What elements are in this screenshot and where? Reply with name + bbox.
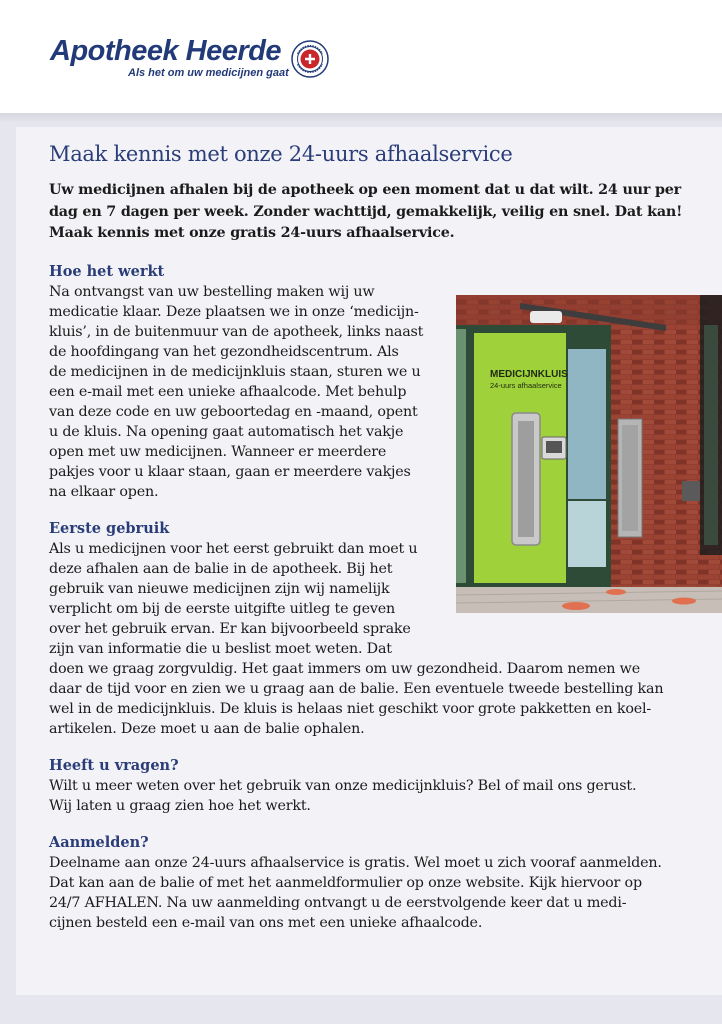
- service-apotheek-seal-icon: [291, 40, 329, 78]
- text-line: deze afhalen aan de balie in de apotheek. Bij het: [49, 560, 393, 577]
- section-heading: Aanmelden?: [49, 833, 149, 851]
- text-line: na elkaar open.: [49, 483, 159, 500]
- text-line: doen we graag zorgvuldig. Het gaat immers om uw gezondheid. Daarom nemen we: [49, 660, 640, 677]
- text-line: 24/7 AFHALEN. Na uw aanmelding ontvangt u de eerstvolgende keer dat u medi-: [49, 894, 627, 911]
- section-heading: Heeft u vragen?: [49, 756, 179, 774]
- text-line: gebruik van nieuwe medicijnen zijn wij namelijk: [49, 580, 390, 597]
- header-shadow: [0, 113, 722, 123]
- text-line: wel in de medicijnkluis. De kluis is helaas niet geschikt voor grote pakketten en koel-: [49, 700, 652, 717]
- text-line: kluis’, in de buitenmuur van de apotheek, links naast: [49, 323, 424, 340]
- logo-title: Apotheek Heerde: [50, 35, 282, 67]
- text-line: pakjes voor u klaar staan, gaan er meerdere vakjes: [49, 463, 411, 480]
- text-line: van deze code en uw geboortedag en -maand, opent: [49, 403, 418, 420]
- section-heeft-u-vragen: [49, 756, 689, 816]
- text-line: Dat kan aan de balie of met het aanmeldformulier op onze website. Kijk hiervoor op: [49, 874, 642, 891]
- text-line: de medicijnen in de medicijnkluis staan, sturen we u: [49, 363, 421, 380]
- medicijnkluis-photo: [456, 295, 722, 613]
- text-line: over het gebruik ervan. Er kan bijvoorbeeld sprake: [49, 620, 411, 637]
- page-title: Maak kennis met onze 24-uurs afhaalservice: [49, 142, 513, 166]
- section-aanmelden: [49, 833, 689, 933]
- text-line: Deelname aan onze 24-uurs afhaalservice is gratis. Wel moet u zich vooraf aanmelden.: [49, 854, 662, 871]
- text-line: open met uw medicijnen. Wanneer er meerdere: [49, 443, 387, 460]
- lead-paragraph: Uw medicijnen afhalen bij de apotheek op een moment dat u dat wilt. 24 uur per dag en 7 dagen per week. Zonder wachttijd, gemakkelijk, veilig en snel. Dat kan! Maak kennis met onze gratis 24-uurs afhaalservice.: [49, 182, 683, 241]
- text-line: Na ontvangst van uw bestelling maken wij uw: [49, 283, 375, 300]
- text-line: u de kluis. Na opening gaat automatisch het vakje: [49, 423, 404, 440]
- text-line: daar de tijd voor en zien we u graag aan de balie. Een eventuele tweede bestelling kan: [49, 680, 664, 697]
- text-line: een e-mail met een unieke afhaalcode. Met behulp: [49, 383, 407, 400]
- text-line: Als u medicijnen voor het eerst gebruikt dan moet u: [49, 540, 418, 557]
- text-line: zijn van informatie die u beslist moet weten. Dat: [49, 640, 392, 657]
- locker-sign-title: MEDICIJNKLUIS: [490, 369, 568, 380]
- text-line: Wij laten u graag zien hoe het werkt.: [49, 797, 311, 814]
- text-line: Wilt u meer weten over het gebruik van onze medicijnkluis? Bel of mail ons gerust.: [49, 777, 637, 794]
- text-line: medicatie klaar. Deze plaatsen we in onze ‘medicijn-: [49, 303, 419, 320]
- locker-sign-subtitle: 24-uurs afhaalservice: [490, 381, 562, 390]
- text-line: cijnen besteld een e-mail van ons met een unieke afhaalcode.: [49, 914, 483, 931]
- text-line: artikelen. Deze moet u aan de balie ophalen.: [49, 720, 365, 737]
- section-heading: Hoe het werkt: [49, 262, 165, 280]
- logo-tagline: Als het om uw medicijnen gaat: [128, 67, 289, 79]
- header: [0, 0, 722, 113]
- section-heading: Eerste gebruik: [49, 519, 170, 537]
- text-line: de hoofdingang van het gezondheidscentrum. Als: [49, 343, 399, 360]
- text-line: verplicht om bij de eerste uitgifte uitleg te geven: [49, 600, 396, 617]
